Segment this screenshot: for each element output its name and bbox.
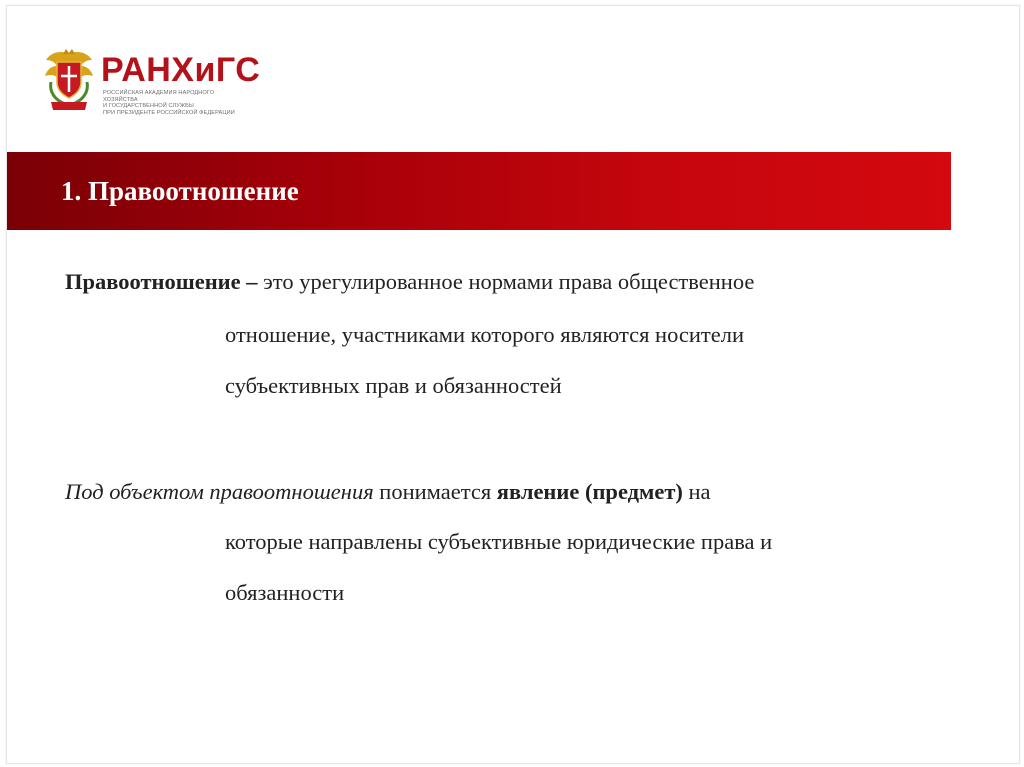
object-line-2: которые направлены субъективные юридические права и bbox=[225, 529, 773, 554]
object-term: явление (предмет) bbox=[496, 479, 683, 504]
emblem-icon bbox=[43, 48, 95, 112]
title-band bbox=[7, 152, 951, 230]
slide-title: 1. Правоотношение bbox=[61, 176, 299, 206]
definition-text: это урегулированное нормами права общественное bbox=[257, 269, 755, 294]
slide bbox=[6, 5, 1020, 764]
logo-subtitle-line: РОССИЙСКАЯ АКАДЕМИЯ НАРОДНОГО ХОЗЯЙСТВА bbox=[103, 90, 215, 103]
object-lead: Под объектом правоотношения bbox=[65, 479, 374, 504]
definition-line-1 bbox=[65, 266, 754, 297]
logo-title: РАНХиГС bbox=[101, 51, 261, 89]
object-text: понимается bbox=[373, 479, 497, 504]
object-line-3: обязанности bbox=[225, 580, 345, 605]
ranepa-logo bbox=[43, 48, 261, 118]
object-line-1 bbox=[65, 476, 711, 507]
definition-term: Правоотношение – bbox=[65, 269, 258, 294]
logo-subtitle-line: И ГОСУДАРСТВЕННОЙ СЛУЖБЫ bbox=[103, 103, 194, 110]
definition-line-3: субъективных прав и обязанностей bbox=[225, 373, 562, 398]
definition-line-2: отношение, участниками которого являются носители bbox=[225, 322, 745, 347]
logo-subtitle-line: ПРИ ПРЕЗИДЕНТЕ РОССИЙСКОЙ ФЕДЕРАЦИИ bbox=[103, 109, 235, 116]
object-text-end: на bbox=[682, 479, 711, 504]
logo-subtitle bbox=[103, 90, 243, 116]
